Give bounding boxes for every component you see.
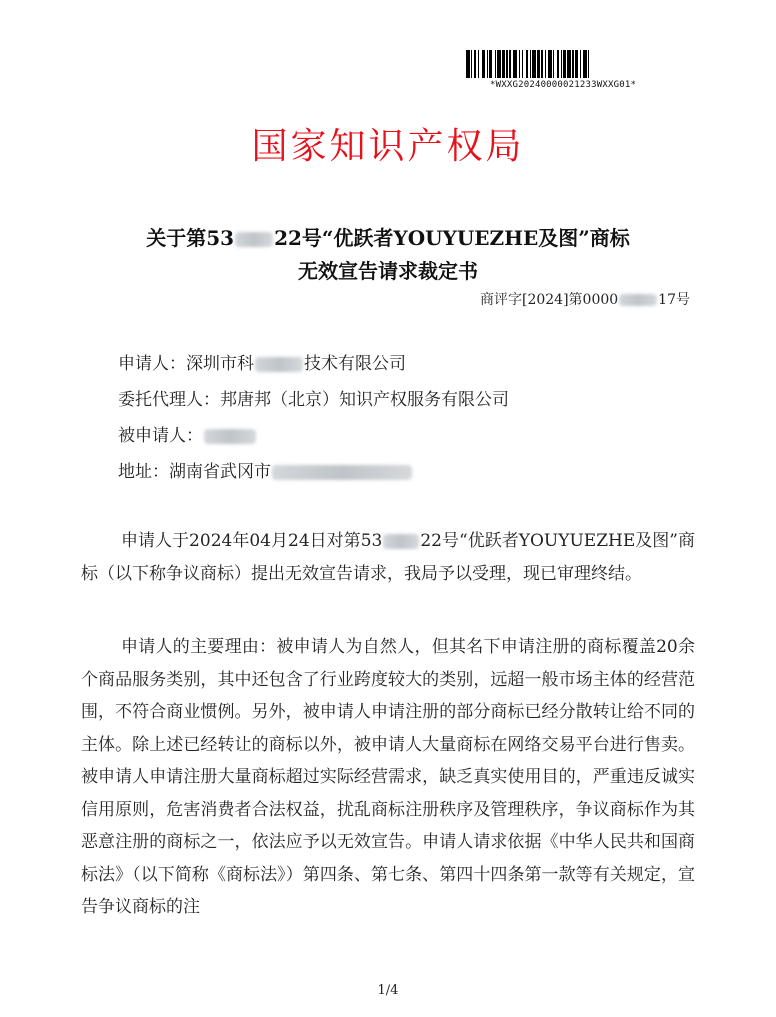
address-prefix: 湖南省武冈市 <box>169 462 271 482</box>
decision-title-line1 <box>0 222 776 251</box>
redacted-name <box>204 429 256 444</box>
document-number-prefix: 商评字[2024]第0000 <box>479 292 619 308</box>
agent-name: 邦唐邦（北京）知识产权服务有限公司 <box>220 390 509 410</box>
address-label: 地址： <box>118 462 169 482</box>
paragraph1-start: 申请人于2024年04月24日对第53 <box>121 531 383 551</box>
respondent-line <box>118 421 257 446</box>
agent-line <box>118 385 509 410</box>
title-suffix: 22号“优跃者YOUYUEZHE及图”商标 <box>274 226 630 250</box>
redacted-number <box>619 294 657 306</box>
applicant-name-suffix: 技术有限公司 <box>304 354 406 374</box>
redacted-number <box>383 534 419 549</box>
redacted-number <box>235 232 273 247</box>
barcode-text: *WXXG20240000021233WXXG01* <box>490 80 637 90</box>
barcode-bars <box>466 50 676 78</box>
paragraph2-text: 申请人的主要理由：被申请人为自然人，但其名下申请注册的商标覆盖20余个商品服务类别，其中还包含了行业跨度较大的类别，远超一般市场主体的经营范围，不符合商业惯例。另外，被申请人申请注册的部分商标已经分散转让给不同的主体。除上述已经转让的商标以外，被申请人大量商标在网络交易平台进行售卖。被申请人申请注册大量商标超过实际经营需求，缺乏真实使用目的，严重违反诚实信用原则，危害消费者合法权益，扰乱商标注册秩序及管理秩序，争议商标作为其恶意注册的商标之一，依法应予以无效宣告。申请人请求依据《中华人民共和国商标法》（以下简称《商标法》）第四条、第七条、第四十四条第一款等有关规定，宣告争议商标的注 <box>81 637 695 917</box>
barcode <box>466 50 676 94</box>
applicant-label: 申请人： <box>118 354 186 374</box>
applicant-name-prefix: 深圳市科 <box>186 354 254 374</box>
respondent-label: 被申请人： <box>118 426 203 446</box>
redacted-address <box>272 465 412 480</box>
barcode-bar <box>589 50 592 78</box>
title-prefix: 关于第53 <box>146 226 235 250</box>
body-paragraph-2 <box>81 631 695 924</box>
decision-title-line2: 无效宣告请求裁定书 <box>298 259 478 283</box>
document-number-suffix: 17号 <box>658 292 690 308</box>
body-paragraph-1 <box>81 525 695 590</box>
paragraph1-rest: 22号“优跃者YOUYUEZHE及图”商标（以下称争议商标）提出无效宣告请求，我局予以受理，现已审理终结。 <box>81 531 695 584</box>
agent-label: 委托代理人： <box>118 390 220 410</box>
page-number: 1/4 <box>377 983 399 998</box>
document-number <box>480 289 690 309</box>
redacted-name <box>255 357 303 372</box>
address-line <box>118 457 413 482</box>
applicant-line <box>118 349 406 374</box>
agency-name: 国家知识产权局 <box>251 126 525 167</box>
